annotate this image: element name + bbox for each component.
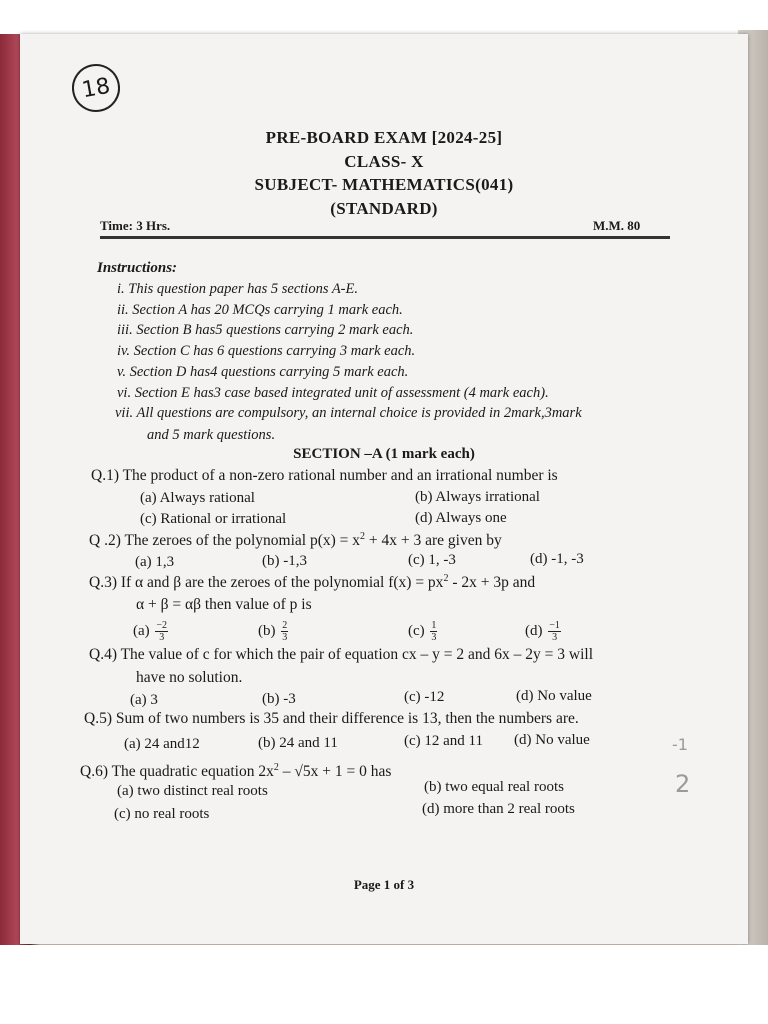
- header-rule: [100, 236, 670, 239]
- pencil-scribble: -1: [672, 735, 688, 754]
- bottom-border: [0, 945, 768, 1024]
- q4-option-c: (c) -12: [404, 689, 445, 705]
- q1-option-d: (d) Always one: [415, 510, 507, 526]
- q2-option-d: (d) -1, -3: [530, 551, 584, 567]
- q5-option-b: (b) 24 and 11: [258, 735, 338, 751]
- q3-option-d: (d) $\frac{-1}{3}$: [525, 620, 560, 643]
- class-label: CLASS- X: [344, 152, 424, 171]
- q1-option-c: (c) Rational or irrational: [140, 511, 287, 527]
- q4-option-a: (a) 3: [130, 692, 158, 708]
- page-footer: Page 1 of 3: [353, 877, 415, 892]
- instruction-item: vii. All questions are compulsory, an internal choice is provided in 2mark,3mark: [115, 405, 582, 421]
- question-2: Q .2) The zeroes of the polynomial $p(x) = x^2 + 4x + 3$ are given by: [89, 531, 502, 550]
- instruction-item: iv. Section C has 6 questions carrying 3 mark each.: [117, 343, 416, 359]
- exam-title: PRE-BOARD EXAM [2024-25]: [265, 128, 503, 147]
- q5-option-a: (a) 24 and12: [124, 736, 200, 752]
- q1-option-a: (a) Always rational: [140, 490, 255, 506]
- instruction-item: v. Section D has4 questions carrying 5 mark each.: [117, 364, 409, 380]
- question-3-line2: α + β = αβ then value of p is: [136, 596, 312, 613]
- q5-option-d: (d) No value: [514, 732, 590, 748]
- question-5: Q.5) Sum of two numbers is 35 and their difference is 13, then the numbers are.: [84, 710, 579, 727]
- q1-option-b: (b) Always irrational: [415, 489, 540, 505]
- question-3: Q.3) If α and β are the zeroes of the polynomial $f(x) = px^2 - 2x + 3p$ and: [89, 573, 536, 592]
- q3-option-a: (a) $\frac{-2}{3}$: [133, 620, 168, 643]
- q3-option-b: (b) $\frac{2}{3}$: [258, 620, 288, 643]
- q6-option-a: (a) two distinct real roots: [117, 783, 268, 799]
- q6-option-b: (b) two equal real roots: [424, 779, 564, 795]
- question-1: Q.1) The product of a non-zero rational number and an irrational number is: [91, 467, 558, 484]
- instructions-title: Instructions:: [97, 260, 178, 276]
- instruction-item: vi. Section E has3 case based integrated unit of assessment (4 mark each).: [117, 385, 549, 401]
- question-6: Q.6) The quadratic equation $2x^2 - √5x + 1 = 0$ has: [80, 762, 392, 781]
- pencil-scribble: 2: [675, 770, 691, 798]
- max-marks-label: M.M. 80: [593, 218, 641, 233]
- q6-option-d: (d) more than 2 real roots: [422, 801, 575, 817]
- q4-option-b: (b) -3: [262, 691, 296, 707]
- q3-option-c: (c) $\frac{1}{3}$: [408, 620, 437, 643]
- instruction-item: iii. Section B has5 questions carrying 2 mark each.: [117, 322, 414, 338]
- subject-label: SUBJECT- MATHEMATICS(041): [254, 175, 514, 194]
- time-label: Time: 3 Hrs.: [100, 218, 171, 233]
- q6-option-c: (c) no real roots: [114, 806, 210, 822]
- instruction-item: and 5 mark questions.: [147, 427, 276, 443]
- q2-option-a: (a) 1,3: [135, 554, 175, 570]
- instruction-item: i. This question paper has 5 sections A-E.: [117, 281, 358, 297]
- q5-option-c: (c) 12 and 11: [404, 733, 483, 749]
- q2-option-b: (b) -1,3: [262, 553, 307, 569]
- margin-mark: 18: [68, 60, 124, 116]
- question-4-line2: have no solution.: [136, 669, 243, 686]
- q4-option-d: (d) No value: [516, 688, 592, 704]
- question-4: Q.4) The value of c for which the pair of equation cx – y = 2 and 6x – 2y = 3 will: [89, 646, 594, 663]
- q2-option-c: (c) 1, -3: [408, 552, 456, 568]
- section-heading: SECTION –A (1 mark each): [293, 446, 475, 462]
- paper-type: (STANDARD): [330, 199, 438, 218]
- top-border: [0, 0, 768, 34]
- instruction-item: ii. Section A has 20 MCQs carrying 1 mark each.: [117, 302, 403, 318]
